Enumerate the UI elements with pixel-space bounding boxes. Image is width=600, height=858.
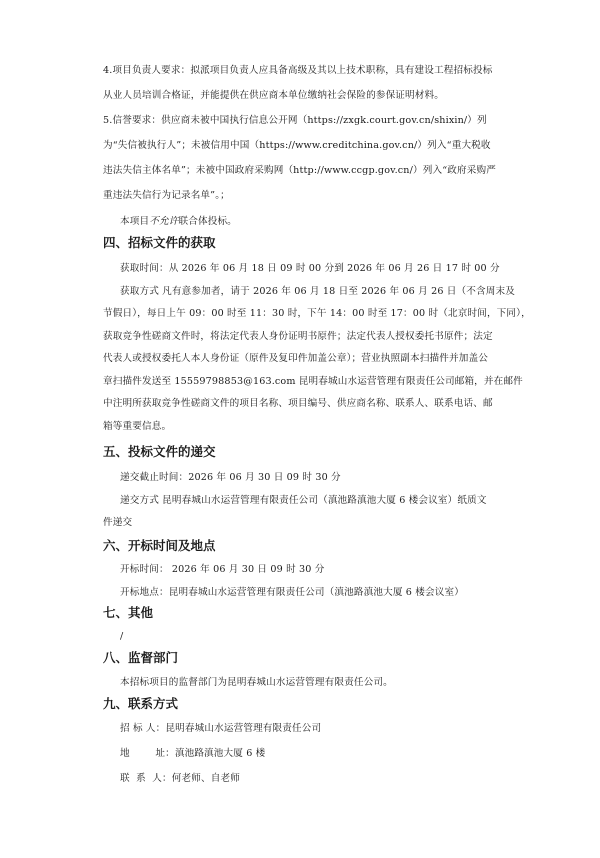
acquire-method-line5: 章扫描件发送至 15559798853@163.com 昆明春城山水运营管理有限责任公司邮箱，并在邮件: [103, 376, 523, 387]
consortium-prefix: 本项目: [120, 216, 150, 227]
tenderer-label: 招 标 人：: [120, 723, 166, 734]
address-label: 地 址：: [120, 748, 175, 759]
section-heading-6: 六、开标时间及地点: [103, 538, 216, 553]
consortium-emphasis: 不允许: [149, 216, 179, 227]
supervision-content: 本招标项目的监督部门为昆明春城山水运营管理有限责任公司。: [120, 677, 393, 688]
consortium-suffix: 联合体投标。: [178, 216, 237, 227]
acquire-method-line7: 箱等重要信息。: [103, 421, 172, 432]
contact-value: 何老师、自老师: [171, 773, 240, 784]
item5-line2: 为“失信被执行人”；未被信用中国（https://www.creditchina.gov.cn/）列入“重大税收: [103, 140, 491, 151]
contact-row: [120, 772, 240, 785]
section-heading-8: 八、监督部门: [103, 650, 179, 665]
item4-line1: 4.项目负责人要求：拟派项目负责人应具备高级及其以上技术职称，具有建设工程招标投标: [103, 65, 493, 76]
tenderer-value: 昆明春城山水运营管理有限责任公司: [165, 723, 322, 734]
tenderer-row: [120, 722, 321, 735]
acquire-method-line2: 节假日），每日上午 09：00 时至 11：30 时，下午 14：00 时至 17：00 时（北京时间，下同），: [103, 308, 531, 319]
submit-deadline: 递交截止时间：2026 年 06 月 30 日 09 时 30 分: [120, 472, 341, 483]
contact-label: 联 系 人：: [120, 773, 172, 784]
acquire-method-line4: 代表人或授权委托人本人身份证（原件及复印件加盖公章）；营业执照副本扫描件并加盖公: [103, 353, 488, 364]
section-heading-4: 四、招标文件的获取: [103, 235, 216, 250]
acquire-method-line1: 获取方式 凡有意参加者，请于 2026 年 06 月 18 日至 2026 年 06 月 26 日（不含周末及: [120, 286, 515, 297]
opening-time: 开标时间： 2026 年 06 月 30 日 09 时 30 分: [120, 564, 325, 575]
submit-method-line1: 递交方式 昆明春城山水运营管理有限责任公司（滇池路滇池大厦 6 楼会议室）纸质文: [120, 495, 487, 506]
other-content: /: [120, 631, 124, 642]
item5-line1: 5.信誉要求：供应商未被中国执行信息公开网（https://zxgk.court.gov.cn/shixin/）列: [103, 115, 487, 126]
address-value: 滇池路滇池大厦 6 楼: [174, 748, 266, 759]
address-row: [120, 747, 265, 760]
item5-line3: 违法失信主体名单”；未被中国政府采购网（http://www.ccgp.gov.cn/）列入“政府采购严: [103, 165, 497, 176]
opening-place: 开标地点：昆明春城山水运营管理有限责任公司（滇池路滇池大厦 6 楼会议室）: [120, 587, 464, 598]
item5-line4: 重违法失信行为记录名单”。；: [103, 190, 230, 201]
consortium-note: [120, 215, 237, 228]
submit-method-line2: 件递交: [103, 517, 133, 528]
acquire-method-line6: 中注明所获取竞争性磋商文件的项目名称、项目编号、供应商名称、联系人、联系电话、邮: [103, 398, 493, 409]
acquire-time: 获取时间：从 2026 年 06 月 18 日 09 时 00 分到 2026 年 06 月 26 日 17 时 00 分: [120, 263, 500, 274]
item4-line2: 从业人员培训合格证，并能提供在供应商本单位缴纳社会保险的参保证明材料。: [103, 90, 445, 101]
acquire-method-line3: 获取竞争性磋商文件时，将法定代表人身份证明书原件；法定代表人授权委托书原件；法定: [103, 331, 493, 342]
section-heading-9: 九、联系方式: [103, 696, 179, 711]
section-heading-7: 七、其他: [103, 605, 154, 620]
section-heading-5: 五、投标文件的递交: [103, 444, 216, 459]
